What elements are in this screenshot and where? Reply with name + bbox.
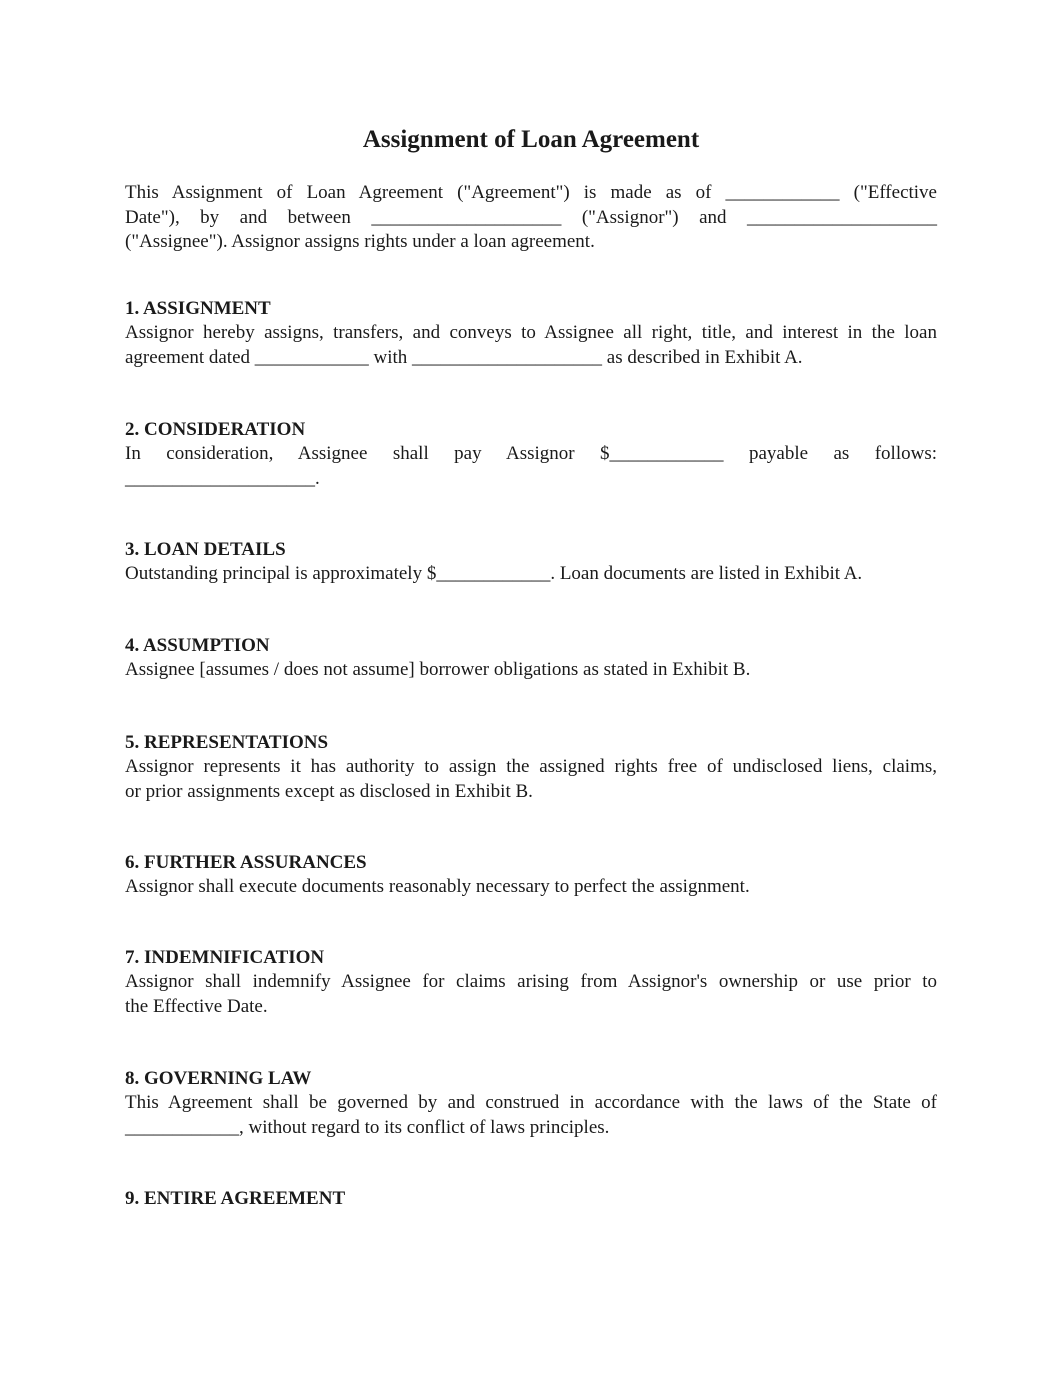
section-line: agreement dated ____________ with ____________________ as described in Exhibit A.: [125, 346, 803, 368]
section-line: the Effective Date.: [125, 995, 268, 1017]
section-assignment: [125, 297, 937, 370]
intro-line: Date"), by and between ____________________ ("Assignor") and ____________________: [125, 206, 937, 228]
section-line: Outstanding principal is approximately $____________. Loan documents are listed in Exhibit A.: [125, 563, 863, 584]
section-line: ____________________.: [125, 467, 320, 489]
section-line: Assignee [assumes / does not assume] borrower obligations as stated in Exhibit B.: [125, 659, 751, 680]
section-line: or prior assignments except as disclosed in Exhibit B.: [125, 780, 533, 802]
section-representations: [125, 731, 937, 804]
section-heading: 8. GOVERNING LAW: [125, 1068, 312, 1089]
section-heading: 5. REPRESENTATIONS: [125, 732, 329, 753]
section-heading: 7. INDEMNIFICATION: [125, 947, 325, 968]
section-line: Assignor shall execute documents reasonably necessary to perfect the assignment.: [125, 876, 750, 897]
section-line: This Agreement shall be governed by and construed in accordance with the laws of the State of: [125, 1092, 937, 1113]
section-heading: 4. ASSUMPTION: [125, 635, 270, 656]
section-heading: 3. LOAN DETAILS: [125, 539, 286, 560]
section-heading: 9. ENTIRE AGREEMENT: [125, 1188, 346, 1209]
section-heading: 2. CONSIDERATION: [125, 419, 306, 440]
document-title: Assignment of Loan Agreement: [362, 126, 700, 153]
section-heading: 6. FURTHER ASSURANCES: [125, 852, 367, 873]
section-line: Assignor shall indemnify Assignee for claims arising from Assignor's ownership or use prior to: [125, 971, 937, 992]
intro-line: ("Assignee"). Assignor assigns rights under a loan agreement.: [125, 231, 595, 252]
section-assumption: [125, 634, 937, 683]
section-indemnification: [125, 946, 937, 1019]
section-heading: 1. ASSIGNMENT: [125, 298, 271, 319]
section-line: In consideration, Assignee shall pay Assignor $____________ payable as follows:: [125, 443, 937, 464]
intro-line: This Assignment of Loan Agreement ("Agreement") is made as of ____________ ("Effective: [125, 182, 937, 203]
section-further-assurances: [125, 851, 937, 900]
intro-paragraph: [125, 181, 937, 255]
section-line: Assignor hereby assigns, transfers, and conveys to Assignee all right, title, and interest in the loan: [125, 322, 937, 343]
section-line: Assignor represents it has authority to assign the assigned rights free of undisclosed liens, claims,: [125, 756, 937, 777]
section-loan-details: [125, 538, 937, 587]
section-entire-agreement: [125, 1187, 937, 1211]
section-line: ____________, without regard to its conflict of laws principles.: [125, 1116, 610, 1138]
section-consideration: [125, 418, 937, 491]
section-governing-law: [125, 1067, 937, 1140]
